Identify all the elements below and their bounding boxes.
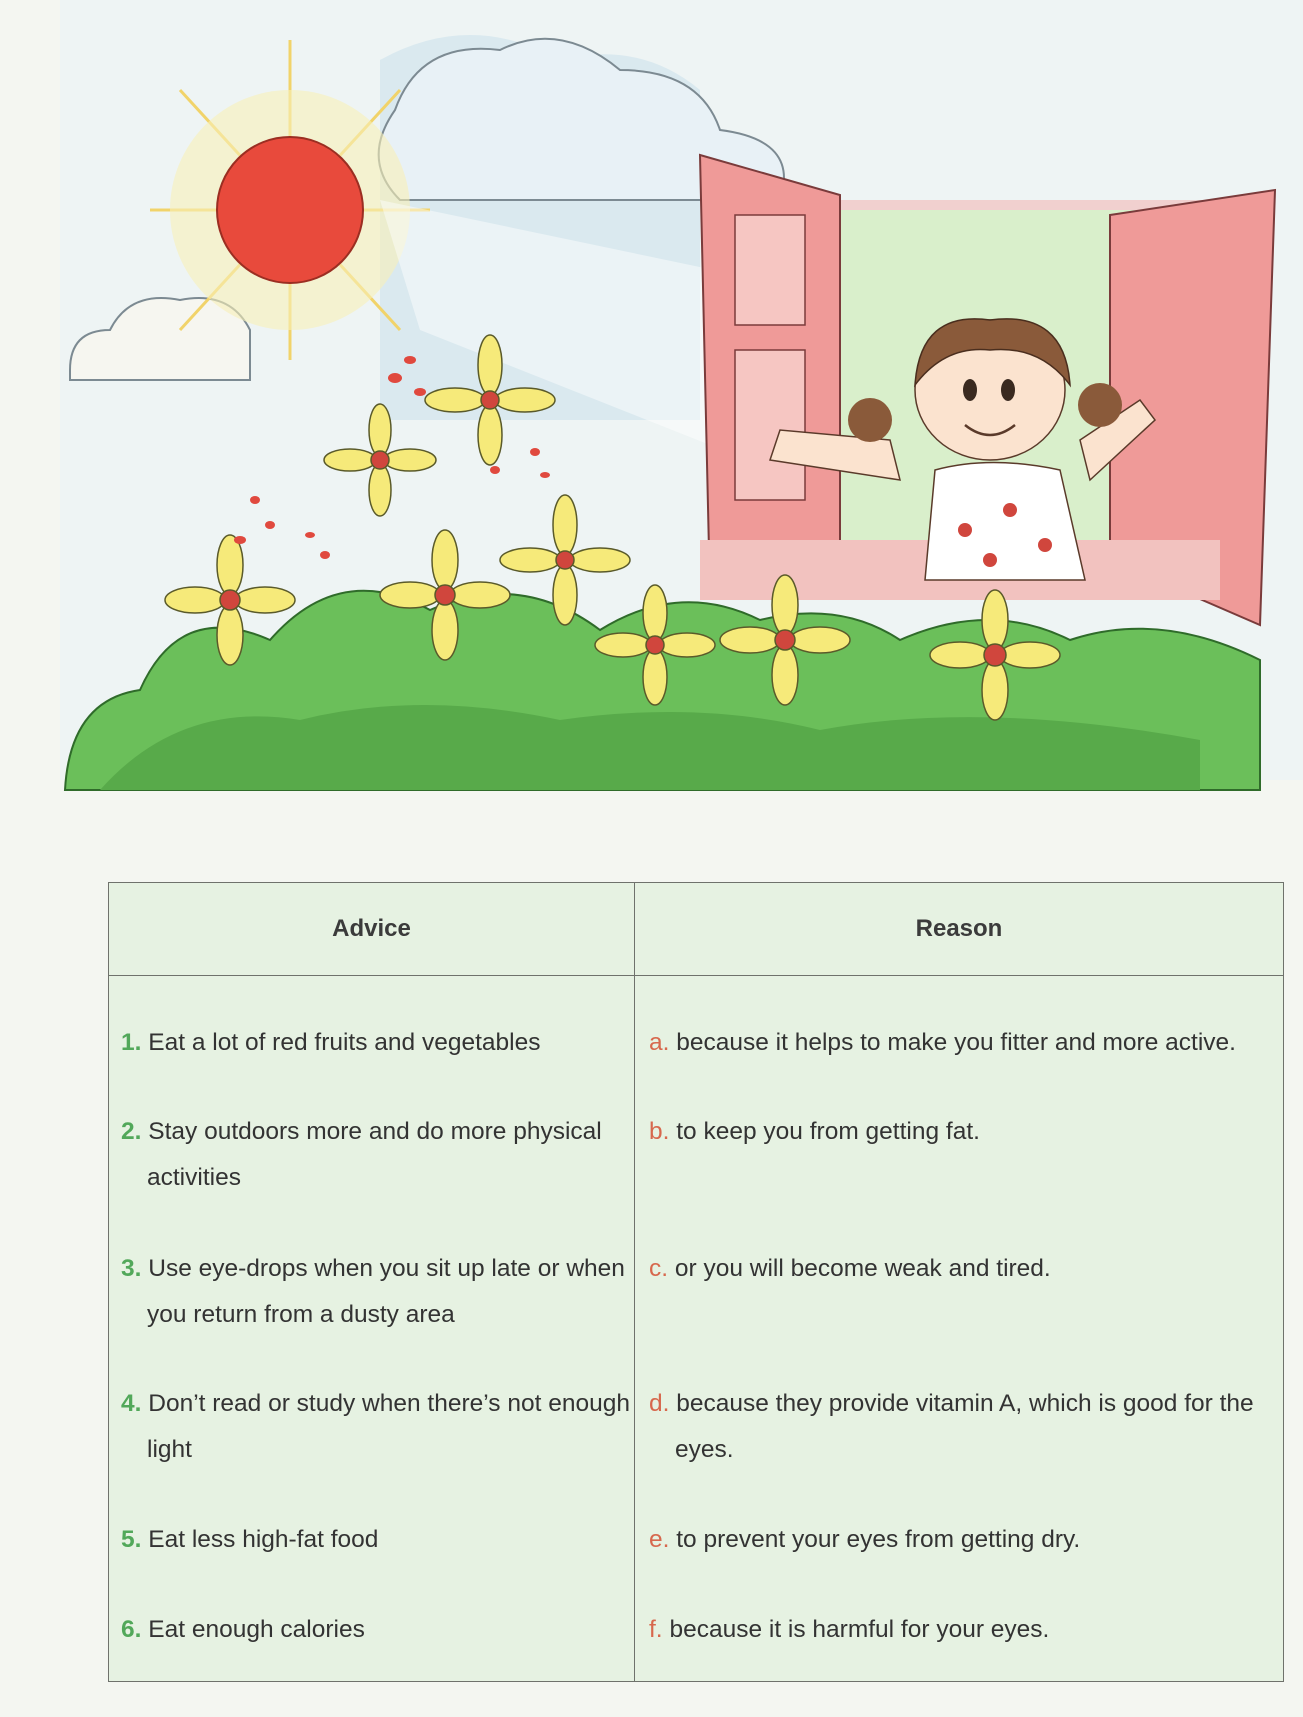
reason-item: d. because they provide vitamin A, which is good for the eyes. bbox=[649, 1390, 1254, 1463]
reason-item: c. or you will become weak and tired. bbox=[649, 1255, 1051, 1282]
reason-item: e. to prevent your eyes from getting dry. bbox=[649, 1526, 1081, 1553]
advice-item: 3. Use eye-drops when you sit up late or when you return from a dusty area bbox=[121, 1255, 625, 1328]
advice-item: 4. Don’t read or study when there’s not enough light bbox=[121, 1390, 630, 1463]
advice-item: 1. Eat a lot of red fruits and vegetables bbox=[121, 1029, 541, 1056]
illustration bbox=[0, 0, 1303, 800]
header-reason: Reason bbox=[915, 915, 1003, 942]
reason-item: f. because it is harmful for your eyes. bbox=[649, 1616, 1050, 1643]
reason-item: a. because it helps to make you fitter and more active. bbox=[649, 1029, 1236, 1056]
reason-item: b. to keep you from getting fat. bbox=[649, 1118, 980, 1145]
advice-reason-table bbox=[108, 882, 1284, 1682]
advice-item: 5. Eat less high-fat food bbox=[121, 1526, 379, 1553]
sun-icon bbox=[217, 137, 363, 283]
header-advice: Advice bbox=[332, 915, 411, 942]
advice-item: 2. Stay outdoors more and do more physical activities bbox=[121, 1118, 602, 1191]
advice-item: 6. Eat enough calories bbox=[121, 1616, 365, 1643]
